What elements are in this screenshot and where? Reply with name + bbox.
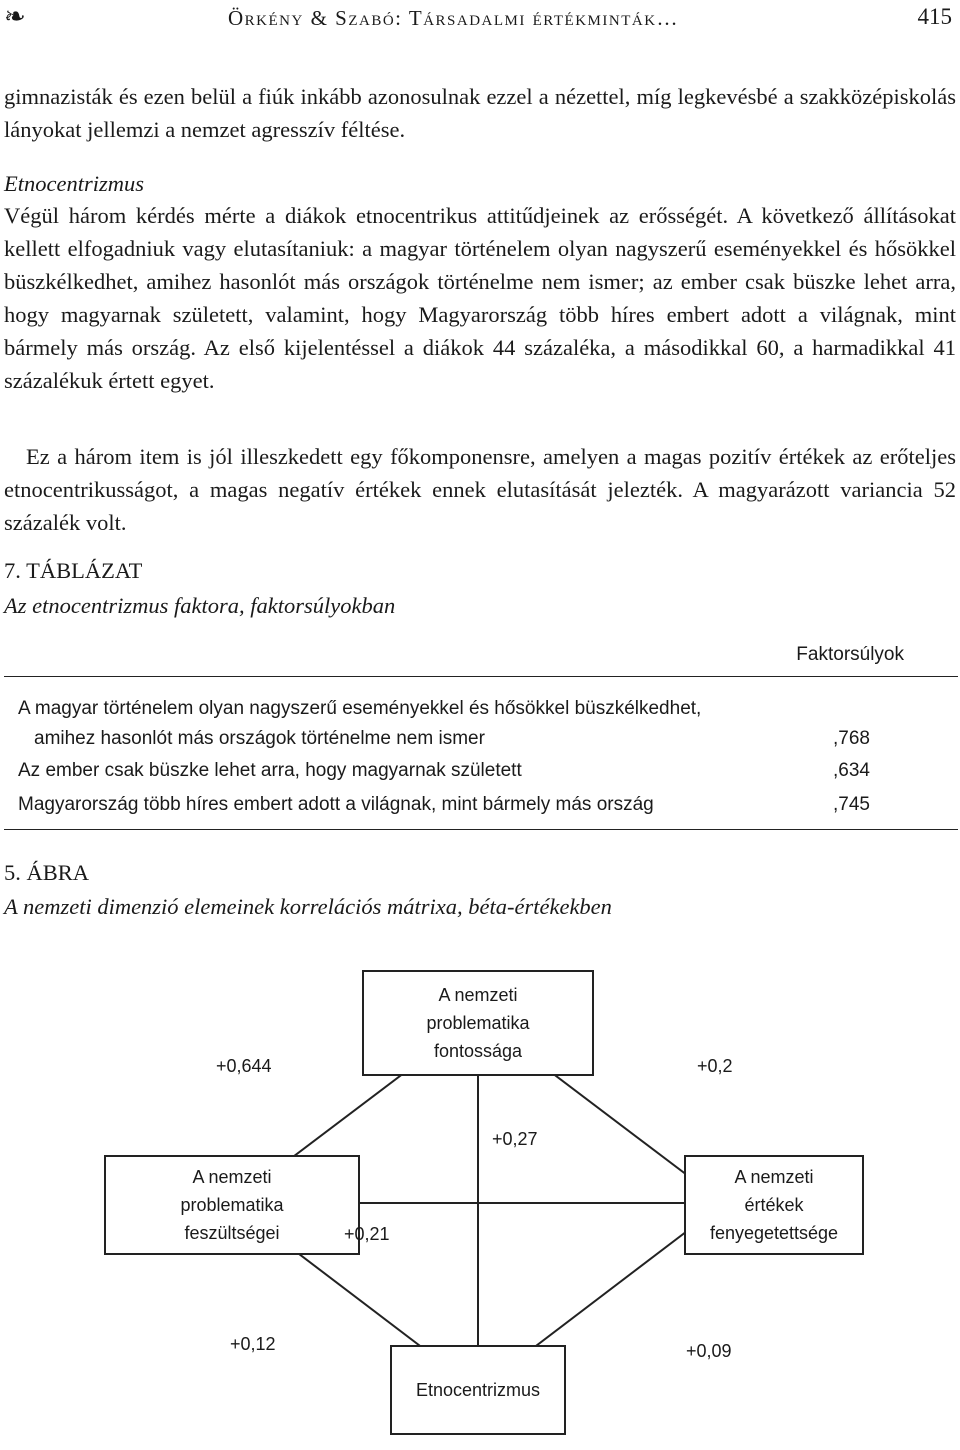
table-row-3-value: ,745	[833, 794, 870, 815]
figure-title: A nemzeti dimenzió elemeinek korrelációs mátrixa, béta-értékekben	[4, 894, 612, 919]
section-subheading: Etnocentrizmus	[4, 171, 144, 196]
running-header	[0, 0, 960, 40]
table-column-header: Faktorsúlyok	[796, 644, 904, 665]
edge-label-top-bottom: +0,27	[492, 1129, 538, 1149]
table-row-3: Magyarország több híres embert adott a világnak, mint bármely más ország	[18, 794, 654, 815]
node-right: A nemzeti értékek fenyegetettsége	[684, 1155, 864, 1255]
node-bottom: Etnocentrizmus	[390, 1345, 566, 1435]
page-number: 415	[917, 4, 952, 29]
paragraph-3: Ez a három item is jól illeszkedett egy főkomponensre, amelyen a magas pozitív értékek az erőteljes etnocentrikusságot, a magas negatív értékek ennek elutasítását jelezték. A magyarázott variancia 52 százalék volt.	[4, 444, 956, 535]
edge-label-left-bottom: +0,12	[230, 1334, 276, 1354]
table-row-1-line-1: A magyar történelem olyan nagyszerű eseményekkel és hősökkel büszkélkedhet,	[18, 698, 702, 719]
table-row-2: Az ember csak büszke lehet arra, hogy magyarnak született	[18, 760, 522, 781]
table-row-2-value: ,634	[833, 760, 870, 781]
table-row-1-value: ,768	[833, 728, 870, 749]
table-title: Az etnocentrizmus faktora, faktorsúlyokban	[4, 593, 396, 618]
factor-table	[4, 640, 958, 832]
edge-label-right-bottom: +0,09	[686, 1341, 732, 1361]
table-top-rule	[4, 676, 958, 677]
correlation-diagram	[0, 955, 960, 1450]
node-top: A nemzeti problematika fontossága	[362, 970, 594, 1076]
paragraph-2: Végül három kérdés mérte a diákok etnocentrikus attitűdjeinek az erősségét. A következő állításokat kellett elfogadniuk vagy elutasítaniuk: a magyar történelem olyan nagyszerű eseményekkel és hősökkel büszkélkedhet, amihez hasonlót más országok történelme nem ismer; az ember csak büszke lehet arra, hogy magyarnak született, valamint, hogy Magyarország több híres embert adott a világnak, mint bármely más ország. Az első kijelentéssel a diákok 44 százaléka, a másodikkal 60, a harmadikkal 41 százalékuk értett egyet.	[4, 203, 956, 393]
table-bottom-rule	[4, 829, 958, 830]
fleuron-icon: ❧	[4, 2, 26, 31]
node-left: A nemzeti problematika feszültségei	[104, 1155, 360, 1255]
running-title: Örkény & Szabó: Társadalmi értékminták…	[228, 6, 680, 30]
table-number: 7. TÁBLÁZAT	[4, 558, 143, 583]
edge-label-top-left: +0,644	[216, 1056, 272, 1076]
edge-label-top-right: +0,2	[697, 1056, 733, 1076]
figure-number: 5. ÁBRA	[4, 860, 90, 885]
edge-label-left-right: +0,21	[344, 1224, 390, 1244]
paragraph-1: gimnazisták és ezen belül a fiúk inkább azonosulnak ezzel a nézettel, míg legkevésbé a szakközépiskolás lányokat jellemzi a nemzet agresszív féltése.	[4, 84, 956, 142]
table-row-1-line-2: amihez hasonlót más országok történelme nem ismer	[34, 728, 485, 749]
